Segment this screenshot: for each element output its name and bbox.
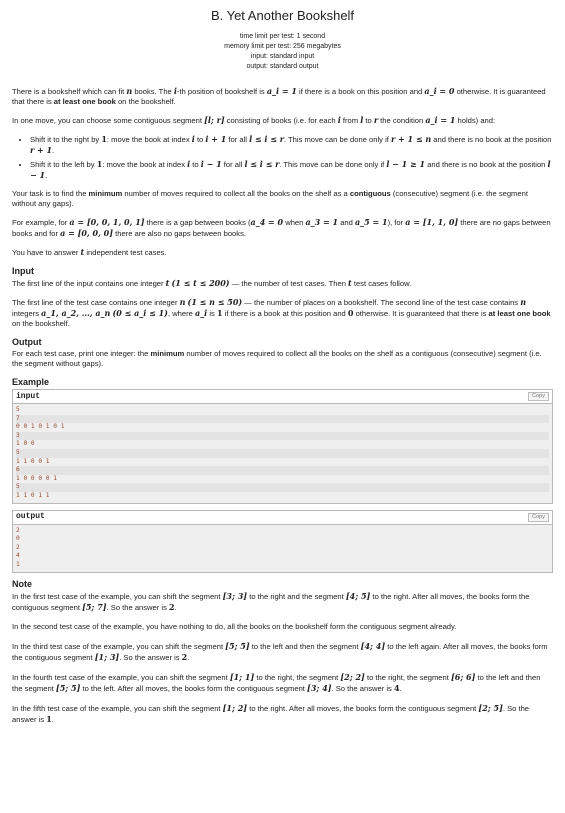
- statement-paragraph-1: There is a bookshelf which can fit n books. The i-th position of bookshelf is a_i = 1 if there is a book on this position and a_i = 0 otherwise. It is guaranteed that there is at least one book on the bookshelf.: [12, 86, 546, 106]
- example-output-box: [12, 510, 553, 573]
- example-output-header: [13, 511, 552, 525]
- note-title: Note: [12, 578, 32, 589]
- example-output-label: output: [16, 512, 45, 522]
- statement-paragraph-5: You have to answer t independent test cases.: [12, 247, 167, 257]
- example-line: 3: [16, 432, 549, 441]
- example-line: 4: [16, 552, 20, 560]
- input-title: Input: [12, 266, 34, 276]
- example-output-content[interactable]: [13, 525, 552, 572]
- example-line: 1 1 0 0 1: [16, 457, 50, 465]
- example-input-label: input: [16, 391, 41, 401]
- example-line: 2: [16, 543, 20, 551]
- list-item: • Shift it to the left by 1: move the book at index i to i − 1 for all l ≤ i ≤ r. This move can be done only if l − 1 ≥ 1 and there is no book at the position l − 1.: [30, 159, 553, 181]
- example-line: 1 1 0 1 1: [16, 491, 50, 499]
- input-paragraph-2: The first line of the test case contains one integer n (1 ≤ n ≤ 50) — the number of places on a bookshelf. The second line of the test case contains n integers a_1, a_2, …, a_n (0 ≤ a_i ≤ 1), where a_i is 1 if there is a book at this position and 0 otherwise. It is guaranteed that there is at least one book on the bookshelf.: [12, 297, 551, 328]
- example-line: 5: [16, 449, 549, 458]
- problem-title: B. Yet Another Bookshelf: [210, 8, 355, 23]
- example-input-content[interactable]: [13, 404, 552, 503]
- memory-limit: memory limit per test: 256 megabytes: [224, 43, 341, 50]
- example-input-box: [12, 389, 553, 504]
- problem-limits: [12, 32, 553, 72]
- statement-paragraph-4: For example, for a = [0, 0, 1, 0, 1] there is a gap between books (a_4 = 0 when a_3 = 1 and a_5 = 1), for a = [1, 1, 0] there are no gaps between books and for a = [0, 0, 0] there are also no gaps between books.: [12, 217, 551, 238]
- input-specification: [12, 266, 553, 329]
- move-list: [12, 134, 553, 181]
- input-source: input: standard input: [250, 53, 315, 60]
- example-line: 6: [16, 466, 549, 475]
- example-line: 7: [16, 415, 549, 424]
- time-limit: time limit per test: 1 second: [239, 33, 326, 40]
- note-paragraph-4: In the fourth test case of the example, you can shift the segment [1; 1] to the right, the segment [2; 2] to the right, the segment [6; 6] to the left and then the segment [5; 5] to the left. After all moves, the books form the contiguous segment [3; 4]. So the answer is 4.: [12, 671, 541, 693]
- note-paragraph-3: In the third test case of the example, you can shift the segment [5; 5] to the left and then the segment [4; 4] to the left again. After all moves, the books form the contiguous segment [1; 3]. So the answer is 2.: [12, 640, 548, 662]
- output-source: output: standard output: [246, 63, 319, 70]
- example-line: 1 0 0: [16, 440, 35, 448]
- copy-output-button[interactable]: Copy: [528, 513, 549, 522]
- note-section: [12, 579, 553, 725]
- problem-header: [12, 8, 553, 72]
- statement-paragraph-2: In one move, you can choose some contiguous segment [l; r] consisting of books (i.e. for each i from l to r the condition a_i = 1 holds) and:: [12, 115, 496, 125]
- statement-paragraph-3: Your task is to find the minimum number of moves required to collect all the books on the shelf as a contiguous (consecutive) segment (i.e. the segment without any gaps).: [12, 189, 528, 208]
- example-line: 5: [16, 483, 549, 492]
- problem-statement: [12, 86, 553, 258]
- example-line: 2: [16, 526, 20, 534]
- note-paragraph-2: In the second test case of the example, you have nothing to do, all the books on the bookshelf form the contiguous segment already.: [12, 621, 457, 631]
- example-line: 0: [16, 535, 20, 543]
- example-line: 1: [16, 560, 20, 568]
- example-title: Example: [12, 377, 50, 387]
- example-line: 5: [16, 406, 20, 413]
- copy-input-button[interactable]: Copy: [528, 392, 549, 401]
- example-section: [12, 377, 553, 573]
- output-title: Output: [12, 337, 42, 347]
- list-item: • Shift it to the right by 1: move the book at index i to i + 1 for all l ≤ i ≤ r. This move can be done only if r + 1 ≤ n and there is no book at the position r + 1.: [30, 134, 553, 156]
- example-line: 0 0 1 0 1 0 1: [16, 423, 65, 431]
- example-line: 1 0 0 0 0 1: [16, 474, 57, 482]
- note-paragraph-5: In the fifth test case of the example, you can shift the segment [1; 2] to the right. After all moves, the books form the contiguous segment [2; 5]. So the answer is 1.: [12, 702, 530, 724]
- output-specification: [12, 337, 553, 369]
- input-paragraph-1: The first line of the input contains one integer t (1 ≤ t ≤ 200) — the number of test cases. Then t test cases follow.: [12, 278, 412, 288]
- output-paragraph: For each test case, print one integer: the minimum number of moves required to collect all the books on the shelf as a contiguous (consecutive) segment (i.e. the segment without gaps).: [12, 349, 542, 368]
- example-input-header: [13, 390, 552, 404]
- note-paragraph-1: In the first test case of the example, you can shift the segment [3; 3] to the right and the segment [4; 5] to the right. After all moves, the books form the contiguous segment [5; 7]. So the answer is 2.: [12, 590, 530, 612]
